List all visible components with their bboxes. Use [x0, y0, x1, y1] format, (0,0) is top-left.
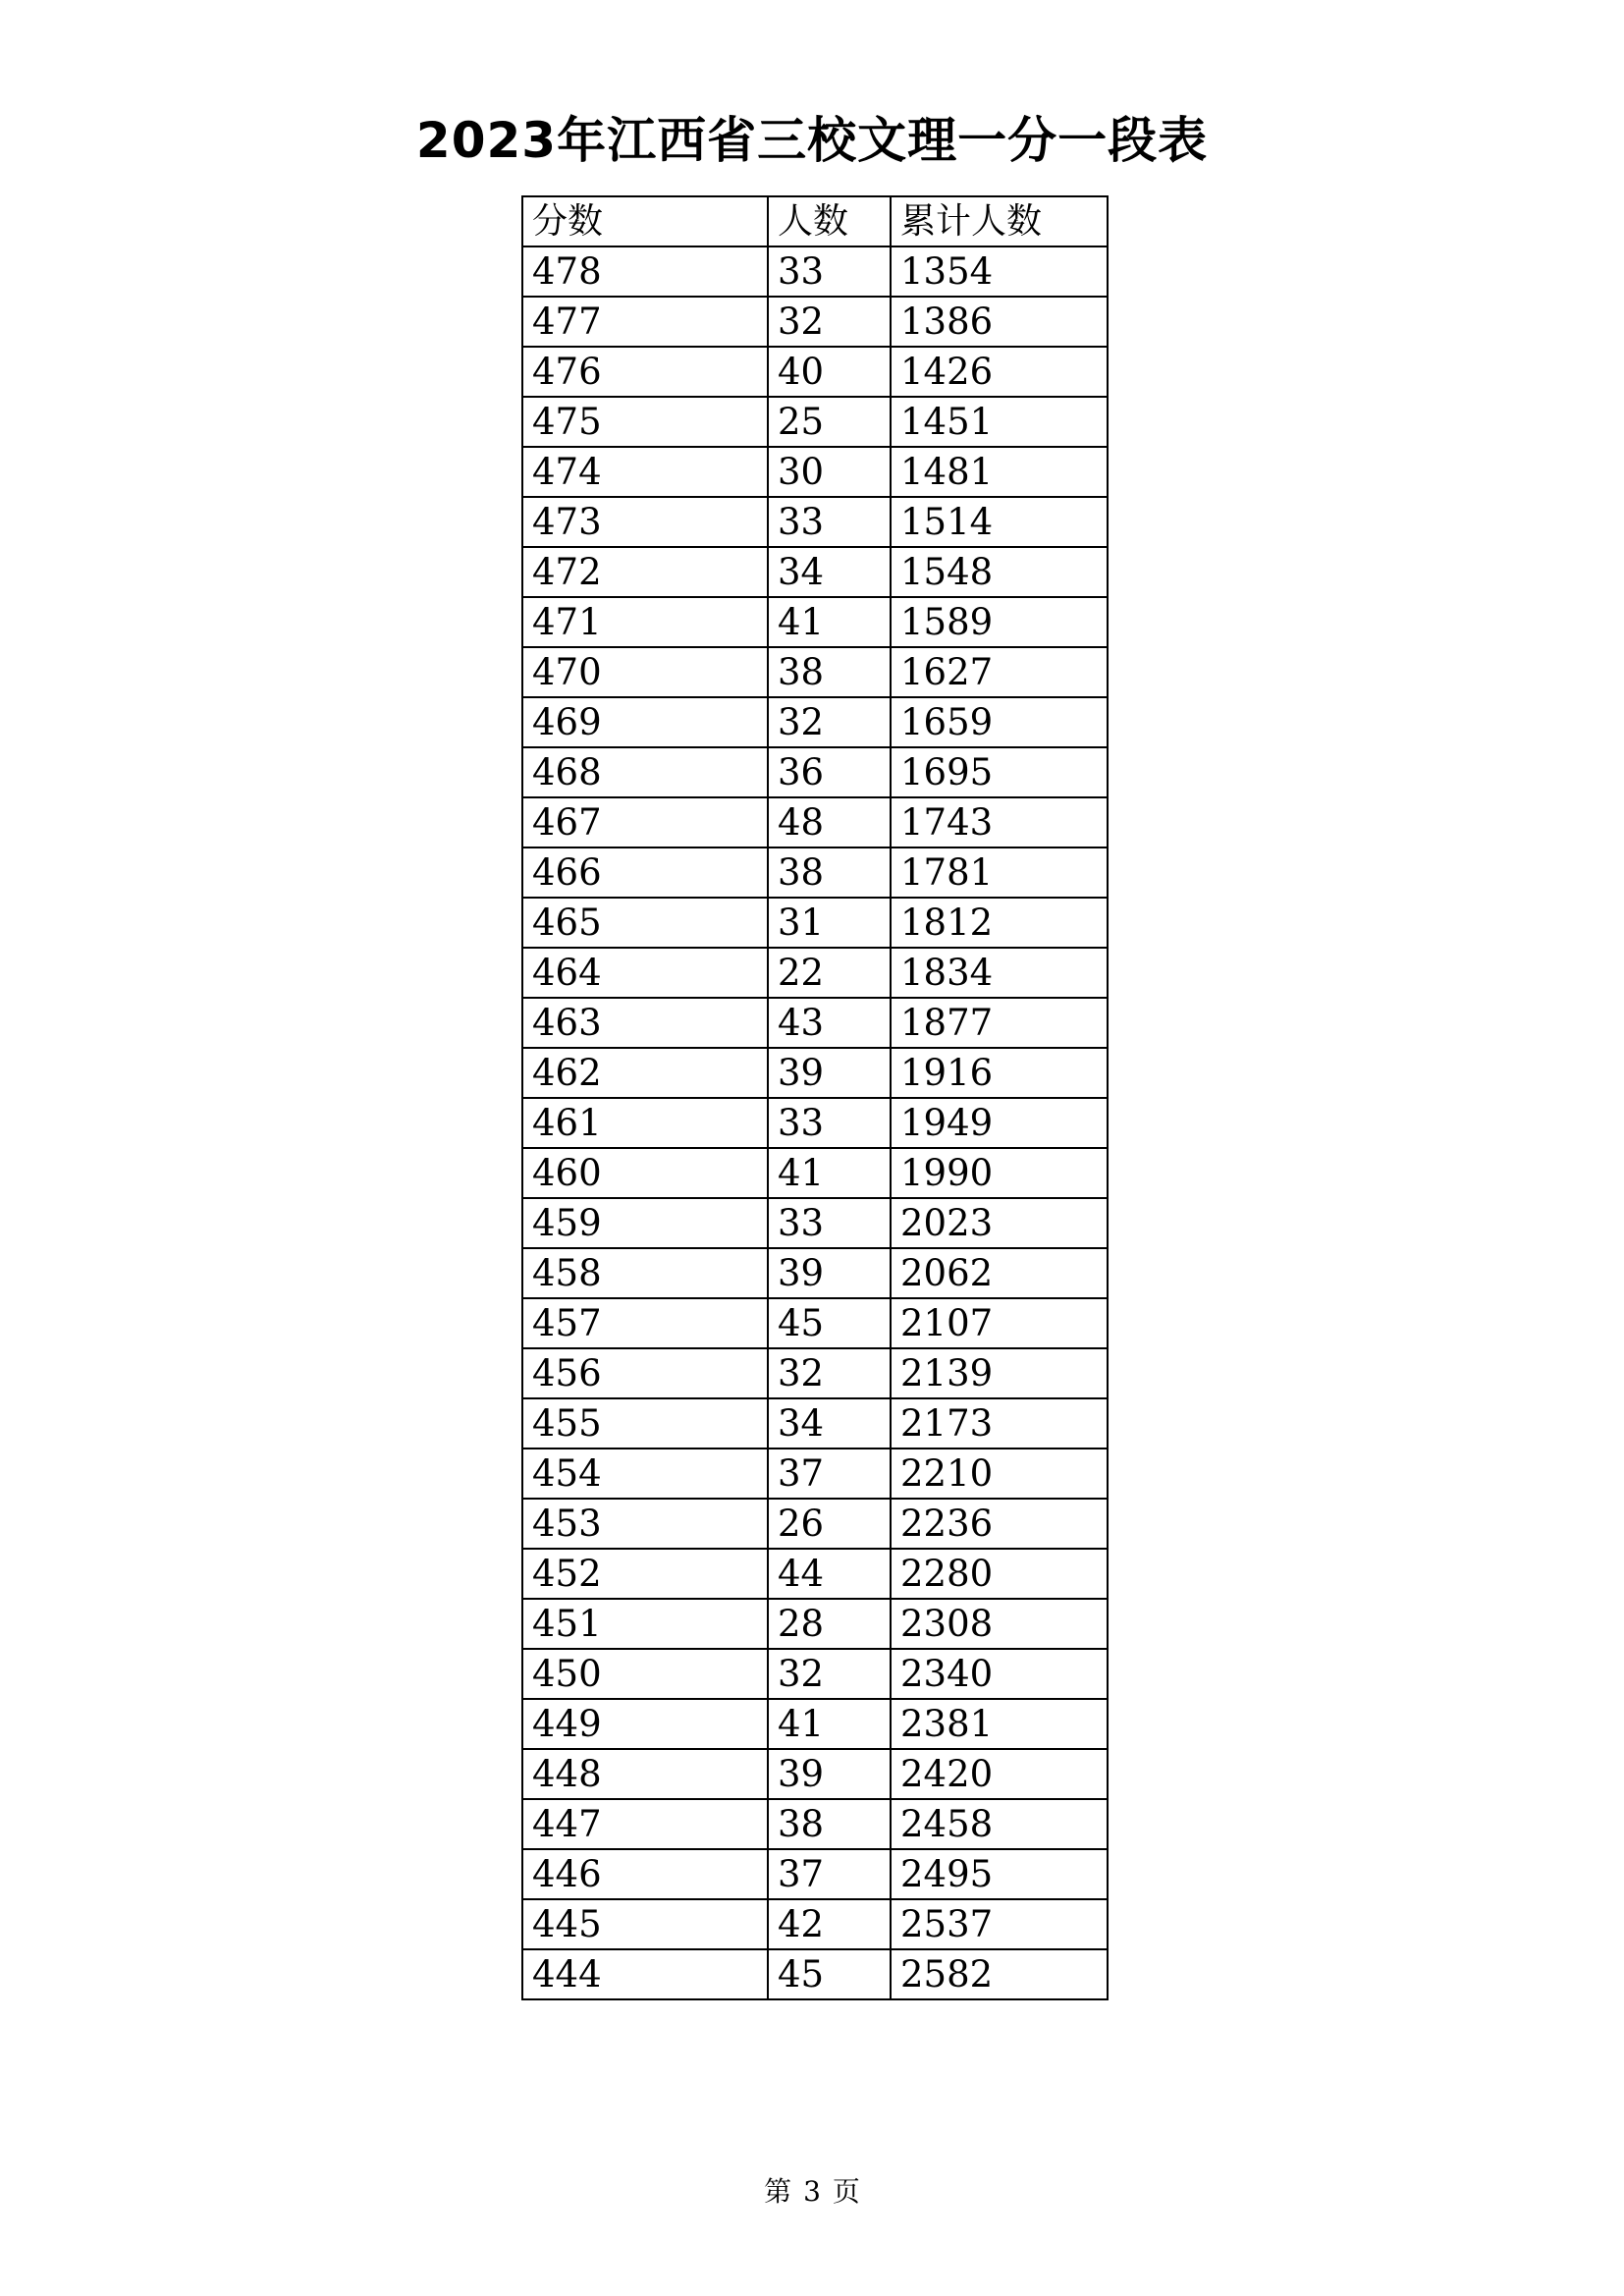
- table-row: [522, 297, 1108, 347]
- footer-prefix: 第: [764, 2175, 792, 2208]
- cell-count: 37: [768, 1449, 891, 1499]
- cell-score: 452: [522, 1549, 768, 1599]
- table-row: [522, 547, 1108, 597]
- cell-score: 473: [522, 497, 768, 547]
- cell-count: 41: [768, 1699, 891, 1749]
- table-row: [522, 1549, 1108, 1599]
- score-table: [521, 195, 1109, 2000]
- cell-cumulative: 2173: [891, 1398, 1108, 1449]
- cell-cumulative: 2458: [891, 1799, 1108, 1849]
- table-header-row: [522, 196, 1108, 246]
- cell-cumulative: 1949: [891, 1098, 1108, 1148]
- cell-count: 37: [768, 1849, 891, 1899]
- cell-score: 458: [522, 1248, 768, 1298]
- footer-suffix: 页: [832, 2175, 860, 2208]
- table-row: [522, 347, 1108, 397]
- table-row: [522, 998, 1108, 1048]
- cell-cumulative: 2308: [891, 1599, 1108, 1649]
- table-row: [522, 1148, 1108, 1198]
- cell-cumulative: 1781: [891, 847, 1108, 898]
- cell-score: 447: [522, 1799, 768, 1849]
- cell-cumulative: 1451: [891, 397, 1108, 447]
- table-row: [522, 1098, 1108, 1148]
- cell-count: 36: [768, 747, 891, 797]
- cell-count: 32: [768, 297, 891, 347]
- table-row: [522, 1799, 1108, 1849]
- cell-count: 45: [768, 1298, 891, 1348]
- cell-score: 464: [522, 948, 768, 998]
- table-row: [522, 1499, 1108, 1549]
- cell-score: 456: [522, 1348, 768, 1398]
- cell-cumulative: 2139: [891, 1348, 1108, 1398]
- table-row: [522, 597, 1108, 647]
- header-cumulative: 累计人数: [891, 196, 1108, 246]
- table-row: [522, 1048, 1108, 1098]
- cell-count: 22: [768, 948, 891, 998]
- score-table-body: [522, 196, 1108, 1999]
- cell-count: 32: [768, 697, 891, 747]
- cell-cumulative: 2280: [891, 1549, 1108, 1599]
- cell-count: 38: [768, 647, 891, 697]
- table-row: [522, 1949, 1108, 1999]
- table-row: [522, 1198, 1108, 1248]
- page-footer: [0, 2172, 1624, 2212]
- cell-score: 462: [522, 1048, 768, 1098]
- table-row: [522, 647, 1108, 697]
- table-row: [522, 1248, 1108, 1298]
- table-row: [522, 497, 1108, 547]
- cell-score: 470: [522, 647, 768, 697]
- cell-score: 455: [522, 1398, 768, 1449]
- cell-count: 34: [768, 1398, 891, 1449]
- cell-count: 41: [768, 597, 891, 647]
- cell-score: 454: [522, 1449, 768, 1499]
- cell-count: 38: [768, 847, 891, 898]
- cell-score: 445: [522, 1899, 768, 1949]
- cell-count: 26: [768, 1499, 891, 1549]
- cell-count: 33: [768, 1098, 891, 1148]
- cell-score: 472: [522, 547, 768, 597]
- cell-cumulative: 1990: [891, 1148, 1108, 1198]
- cell-score: 475: [522, 397, 768, 447]
- cell-count: 41: [768, 1148, 891, 1198]
- cell-count: 44: [768, 1549, 891, 1599]
- cell-count: 30: [768, 447, 891, 497]
- table-row: [522, 1849, 1108, 1899]
- cell-count: 39: [768, 1248, 891, 1298]
- cell-score: 451: [522, 1599, 768, 1649]
- cell-cumulative: 1834: [891, 948, 1108, 998]
- table-row: [522, 1699, 1108, 1749]
- cell-score: 449: [522, 1699, 768, 1749]
- cell-score: 474: [522, 447, 768, 497]
- cell-score: 469: [522, 697, 768, 747]
- cell-score: 450: [522, 1649, 768, 1699]
- table-row: [522, 447, 1108, 497]
- cell-score: 461: [522, 1098, 768, 1148]
- cell-count: 38: [768, 1799, 891, 1849]
- cell-cumulative: 2236: [891, 1499, 1108, 1549]
- cell-cumulative: 2107: [891, 1298, 1108, 1348]
- cell-cumulative: 2381: [891, 1699, 1108, 1749]
- cell-score: 457: [522, 1298, 768, 1348]
- cell-cumulative: 1695: [891, 747, 1108, 797]
- cell-score: 460: [522, 1148, 768, 1198]
- cell-cumulative: 2495: [891, 1849, 1108, 1899]
- cell-count: 33: [768, 1198, 891, 1248]
- table-row: [522, 847, 1108, 898]
- cell-cumulative: 2210: [891, 1449, 1108, 1499]
- table-row: [522, 1348, 1108, 1398]
- table-row: [522, 948, 1108, 998]
- cell-cumulative: 1426: [891, 347, 1108, 397]
- cell-cumulative: 1548: [891, 547, 1108, 597]
- cell-count: 25: [768, 397, 891, 447]
- cell-cumulative: 2023: [891, 1198, 1108, 1248]
- cell-cumulative: 1916: [891, 1048, 1108, 1098]
- table-row: [522, 1398, 1108, 1449]
- header-count: 人数: [768, 196, 891, 246]
- cell-cumulative: 1589: [891, 597, 1108, 647]
- cell-count: 39: [768, 1048, 891, 1098]
- cell-count: 34: [768, 547, 891, 597]
- table-row: [522, 1599, 1108, 1649]
- cell-cumulative: 1386: [891, 297, 1108, 347]
- table-row: [522, 1449, 1108, 1499]
- cell-score: 465: [522, 898, 768, 948]
- cell-count: 42: [768, 1899, 891, 1949]
- cell-cumulative: 2537: [891, 1899, 1108, 1949]
- cell-count: 33: [768, 497, 891, 547]
- table-row: [522, 747, 1108, 797]
- cell-score: 466: [522, 847, 768, 898]
- cell-score: 467: [522, 797, 768, 847]
- cell-cumulative: 2062: [891, 1248, 1108, 1298]
- cell-cumulative: 2582: [891, 1949, 1108, 1999]
- cell-cumulative: 1812: [891, 898, 1108, 948]
- header-score: 分数: [522, 196, 768, 246]
- cell-score: 476: [522, 347, 768, 397]
- table-row: [522, 697, 1108, 747]
- table-row: [522, 1899, 1108, 1949]
- cell-score: 444: [522, 1949, 768, 1999]
- cell-count: 28: [768, 1599, 891, 1649]
- page-number: 3: [803, 2175, 821, 2208]
- cell-score: 446: [522, 1849, 768, 1899]
- cell-score: 463: [522, 998, 768, 1048]
- cell-cumulative: 2420: [891, 1749, 1108, 1799]
- cell-cumulative: 1743: [891, 797, 1108, 847]
- cell-cumulative: 1481: [891, 447, 1108, 497]
- cell-cumulative: 1659: [891, 697, 1108, 747]
- table-row: [522, 1749, 1108, 1799]
- table-row: [522, 1649, 1108, 1699]
- cell-score: 453: [522, 1499, 768, 1549]
- cell-cumulative: 2340: [891, 1649, 1108, 1699]
- cell-cumulative: 1627: [891, 647, 1108, 697]
- cell-score: 477: [522, 297, 768, 347]
- cell-count: 40: [768, 347, 891, 397]
- page-title: 2023年江西省三校文理一分一段表: [415, 112, 1209, 169]
- table-row: [522, 797, 1108, 847]
- cell-count: 32: [768, 1348, 891, 1398]
- cell-score: 468: [522, 747, 768, 797]
- table-row: [522, 397, 1108, 447]
- cell-cumulative: 1354: [891, 246, 1108, 297]
- cell-count: 48: [768, 797, 891, 847]
- cell-score: 448: [522, 1749, 768, 1799]
- cell-count: 32: [768, 1649, 891, 1699]
- cell-count: 43: [768, 998, 891, 1048]
- cell-cumulative: 1514: [891, 497, 1108, 547]
- cell-score: 478: [522, 246, 768, 297]
- cell-count: 31: [768, 898, 891, 948]
- cell-count: 33: [768, 246, 891, 297]
- table-row: [522, 246, 1108, 297]
- cell-score: 471: [522, 597, 768, 647]
- cell-count: 39: [768, 1749, 891, 1799]
- table-row: [522, 1298, 1108, 1348]
- cell-score: 459: [522, 1198, 768, 1248]
- table-row: [522, 898, 1108, 948]
- cell-count: 45: [768, 1949, 891, 1999]
- cell-cumulative: 1877: [891, 998, 1108, 1048]
